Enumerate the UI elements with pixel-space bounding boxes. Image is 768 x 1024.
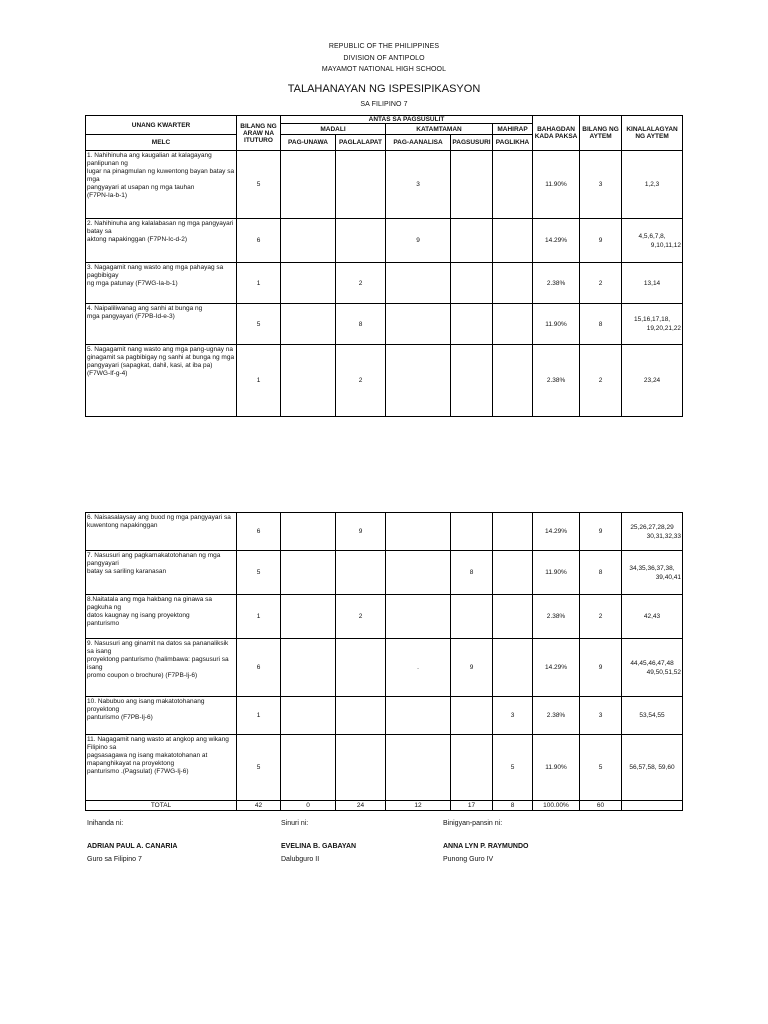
item-count-cell: 3 xyxy=(580,151,622,219)
pagsusuri-cell xyxy=(451,345,493,417)
percentage-cell: 2.38% xyxy=(533,263,580,304)
document-subtitle: SA FILIPINO 7 xyxy=(360,101,408,108)
checked-by-label: Sinuri ni: xyxy=(281,820,309,827)
pagsusuri-cell xyxy=(451,304,493,345)
pagsusuri-cell xyxy=(451,219,493,263)
item-count-header: BILANG NG AYTEM xyxy=(580,116,622,151)
melc-cell: 11. Nagagamit nang wasto at angkop ang wikang Filipino sa pagsasagawa ng isang makatotohanan at mapanghikayat na proyektong panturismo .(Pagsulat) (F7WG-Ij-6) xyxy=(86,735,237,801)
paglalapat-header: PAGLALAPAT xyxy=(336,135,386,151)
pagsusuri-header: PAGSUSURI xyxy=(451,135,493,151)
prepared-by-label: Inihanda ni: xyxy=(87,820,124,827)
pag-unawa-cell xyxy=(281,639,336,697)
paglalapat-cell xyxy=(336,639,386,697)
item-count-cell: 8 xyxy=(580,551,622,595)
pag-aanalisa-cell xyxy=(386,513,451,551)
item-placement-cell xyxy=(622,304,683,345)
item-placement-cell xyxy=(622,345,683,417)
item-count-cell: 9 xyxy=(580,219,622,263)
percentage-cell: 11.90% xyxy=(533,735,580,801)
pagsusuri-cell xyxy=(451,595,493,639)
table-row xyxy=(86,697,683,735)
item-placement-line: 42,43 xyxy=(643,613,661,620)
levels-header: ANTAS SA PAGSUSULIT xyxy=(281,116,533,124)
days-cell: 6 xyxy=(237,639,281,697)
days-cell: 5 xyxy=(237,304,281,345)
pag-unawa-cell xyxy=(281,513,336,551)
pag-unawa-header: PAG-UNAWA xyxy=(281,135,336,151)
percentage-cell: 14.29% xyxy=(533,513,580,551)
school-line: MAYAMOT NATIONAL HIGH SCHOOL xyxy=(321,66,447,73)
paglalapat-cell xyxy=(336,219,386,263)
days-cell: 1 xyxy=(237,263,281,304)
paglalapat-cell xyxy=(336,697,386,735)
pag-unawa-cell xyxy=(281,697,336,735)
item-placement-line: 25,26,27,28,29 xyxy=(630,523,674,531)
paglikha-cell xyxy=(493,151,533,219)
item-placement-line: 15,16,17,18, xyxy=(633,316,671,323)
item-placement-header: KINALALAGYAN NG AYTEM xyxy=(622,116,683,151)
total-pag-unawa: 0 xyxy=(281,801,336,811)
item-count-cell: 9 xyxy=(580,639,622,697)
item-placement-cell xyxy=(622,151,683,219)
item-count-cell: 5 xyxy=(580,735,622,801)
item-placement-cell xyxy=(622,513,683,551)
days-cell: 1 xyxy=(237,595,281,639)
melc-cell: 8.Naitatala ang mga hakbang na ginawa sa pagkuha ng datos kaugnay ng isang proyektong panturismo xyxy=(86,595,237,639)
pag-aanalisa-cell xyxy=(386,304,451,345)
specification-table-part2 xyxy=(85,512,683,811)
paglikha-cell: 3 xyxy=(493,697,533,735)
pag-unawa-cell xyxy=(281,263,336,304)
document-title: TALAHANAYAN NG ISPESIPIKASYON xyxy=(287,83,481,95)
paglikha-cell xyxy=(493,219,533,263)
pag-unawa-cell xyxy=(281,551,336,595)
item-placement-cell xyxy=(622,263,683,304)
item-count-cell: 2 xyxy=(580,263,622,304)
days-cell: 6 xyxy=(237,219,281,263)
paglalapat-cell: 2 xyxy=(336,263,386,304)
item-count-cell: 8 xyxy=(580,304,622,345)
melc-cell: 9. Nasusuri ang ginamit na datos sa pananaliksik sa isang proyektong panturismo (halimbawa: pagsusuri sa isang promo coupon o brochure) (F7PB-Ij-6) xyxy=(86,639,237,697)
item-placement-line: 30,31,32,33 xyxy=(646,532,681,540)
table-row xyxy=(86,304,683,345)
pag-aanalisa-cell xyxy=(386,595,451,639)
paglikha-cell xyxy=(493,513,533,551)
item-placement-line: 1,2,3 xyxy=(644,181,660,188)
item-placement-line: 4,5,6,7,8, xyxy=(638,232,666,240)
paglalapat-cell: 2 xyxy=(336,595,386,639)
item-count-cell: 9 xyxy=(580,513,622,551)
mahirap-header: MAHIRAP xyxy=(493,124,533,135)
percentage-cell: 11.90% xyxy=(533,151,580,219)
noted-by-label: Binigyan-pansin ni: xyxy=(443,820,503,827)
item-placement-line: 49,50,51,52 xyxy=(646,668,681,676)
item-count-cell: 2 xyxy=(580,595,622,639)
pagsusuri-cell: 9 xyxy=(451,639,493,697)
percentage-cell: 14.29% xyxy=(533,639,580,697)
percentage-cell: 2.38% xyxy=(533,595,580,639)
melc-cell: 5. Nagagamit nang wasto ang mga pang-ugnay na ginagamit sa pagbibigay ng sanhi at bunga ng mga pangyayari (sapagkat, dahil, kasi, at iba pa) (F7WG-If-g-4) xyxy=(86,345,237,417)
pag-aanalisa-header: PAG-AANALISA xyxy=(386,135,451,151)
pagsusuri-cell xyxy=(451,697,493,735)
paglalapat-cell: 2 xyxy=(336,345,386,417)
item-placement-line: 56,57,58, 59,60 xyxy=(629,764,675,771)
melc-cell: 2. Nahihinuha ang kalalabasan ng mga pangyayari batay sa aktong napakinggan (F7PN-Ic-d-2) xyxy=(86,219,237,263)
days-header: BILANG NG ARAW NA ITUTURO xyxy=(237,116,281,151)
melc-cell: 7. Nasusuri ang pagkamakatotohanan ng mga pangyayari batay sa sariling karanasan xyxy=(86,551,237,595)
pag-aanalisa-cell xyxy=(386,697,451,735)
percentage-cell: 2.38% xyxy=(533,345,580,417)
percentage-header: BAHAGDAN KADA PAKSA xyxy=(533,116,580,151)
total-paglikha: 8 xyxy=(493,801,533,811)
pag-aanalisa-cell: 9 xyxy=(386,219,451,263)
item-placement-line: 53,54,55 xyxy=(639,712,665,719)
days-cell: 1 xyxy=(237,345,281,417)
pag-unawa-cell xyxy=(281,219,336,263)
table-row xyxy=(86,263,683,304)
quarter-header: UNANG KWARTER xyxy=(86,116,237,135)
noted-by-role: Punong Guro IV xyxy=(443,856,494,863)
republic-line: REPUBLIC OF THE PHILIPPINES xyxy=(328,43,440,50)
total-row xyxy=(86,801,683,811)
item-placement-line: 13,14 xyxy=(643,279,661,287)
pag-aanalisa-cell xyxy=(386,263,451,304)
item-count-cell: 3 xyxy=(580,697,622,735)
pagsusuri-cell xyxy=(451,735,493,801)
item-count-cell: 2 xyxy=(580,345,622,417)
pag-unawa-cell xyxy=(281,151,336,219)
melc-cell: 6. Naisasalaysay ang buod ng mga pangyayari sa kuwentong napakinggan xyxy=(86,513,237,551)
pag-aanalisa-cell xyxy=(386,551,451,595)
item-placement-line: 39,40,41 xyxy=(655,573,681,581)
item-placement-line: 44,45,46,47,48 xyxy=(630,659,674,667)
melc-cell: 1. Nahihinuha ang kaugalian at kalagayang panlipunan ng lugar na pinagmulan ng kuwentong bayan batay sa mga pangyayari at usapan ng mga tauhan (F7PN-Ia-b-1) xyxy=(86,151,237,219)
noted-by-name: ANNA LYN P. RAYMUNDO xyxy=(443,843,529,850)
melc-cell: 10. Nabubuo ang isang makatotohanang proyektong panturismo (F7PB-Ij-6) xyxy=(86,697,237,735)
paglikha-cell xyxy=(493,551,533,595)
division-line: DIVISION OF ANTIPOLO xyxy=(343,55,425,62)
item-placement-line: 19,20,21,22 xyxy=(646,325,682,332)
paglikha-cell xyxy=(493,639,533,697)
melc-header: MELC xyxy=(86,135,237,151)
melc-cell: 3. Nagagamit nang wasto ang mga pahayag sa pagbibigay ng mga patunay (F7WG-Ia-b-1) xyxy=(86,263,237,304)
paglikha-cell xyxy=(493,304,533,345)
table-row xyxy=(86,735,683,801)
table-row xyxy=(86,513,683,551)
item-placement-cell xyxy=(622,551,683,595)
prepared-by-role: Guro sa Filipino 7 xyxy=(87,856,142,863)
item-placement-cell xyxy=(622,639,683,697)
pagsusuri-cell xyxy=(451,151,493,219)
total-items: 60 xyxy=(580,801,622,811)
paglikha-cell xyxy=(493,345,533,417)
percentage-cell: 11.90% xyxy=(533,304,580,345)
specification-table-part1 xyxy=(85,115,683,417)
item-placement-cell xyxy=(622,219,683,263)
paglalapat-cell: 8 xyxy=(336,304,386,345)
paglalapat-cell xyxy=(336,151,386,219)
days-cell: 1 xyxy=(237,697,281,735)
pag-aanalisa-cell: 3 xyxy=(386,151,451,219)
table-row xyxy=(86,345,683,417)
total-percentage: 100.00% xyxy=(533,801,580,811)
pagsusuri-cell: 8 xyxy=(451,551,493,595)
paglalapat-cell: 9 xyxy=(336,513,386,551)
table-row xyxy=(86,151,683,219)
percentage-cell: 14.29% xyxy=(533,219,580,263)
melc-cell: 4. Naipaliliwanag ang sanhi at bunga ng mga pangyayari (F7PB-Id-e-3) xyxy=(86,304,237,345)
katamtaman-header: KATAMTAMAN xyxy=(386,124,493,135)
item-placement-line: 34,35,36,37,38, xyxy=(629,564,675,572)
item-placement-cell xyxy=(622,595,683,639)
table-row xyxy=(86,219,683,263)
pag-unawa-cell xyxy=(281,345,336,417)
pag-aanalisa-cell xyxy=(386,345,451,417)
days-cell: 5 xyxy=(237,551,281,595)
prepared-by-name: ADRIAN PAUL A. CANARIA xyxy=(87,843,178,850)
total-days: 42 xyxy=(237,801,281,811)
item-placement-cell xyxy=(622,697,683,735)
paglalapat-cell xyxy=(336,735,386,801)
madali-header: MADALI xyxy=(281,124,386,135)
total-label: TOTAL xyxy=(86,801,237,811)
item-placement-cell xyxy=(622,735,683,801)
days-cell: 6 xyxy=(237,513,281,551)
pag-unawa-cell xyxy=(281,735,336,801)
paglikha-cell xyxy=(493,263,533,304)
table-row xyxy=(86,595,683,639)
table-row xyxy=(86,639,683,697)
pag-unawa-cell xyxy=(281,304,336,345)
total-placement xyxy=(622,801,683,811)
pag-unawa-cell xyxy=(281,595,336,639)
paglikha-header: PAGLIKHA xyxy=(493,135,533,151)
table-row xyxy=(86,551,683,595)
checked-by-name: EVELINA B. GABAYAN xyxy=(281,843,357,850)
pag-aanalisa-cell xyxy=(386,735,451,801)
percentage-cell: 2.38% xyxy=(533,697,580,735)
days-cell: 5 xyxy=(237,735,281,801)
percentage-cell: 11.90% xyxy=(533,551,580,595)
item-placement-line: 23,24 xyxy=(643,377,661,384)
pagsusuri-cell xyxy=(451,513,493,551)
pag-aanalisa-cell: . xyxy=(386,639,451,697)
days-cell: 5 xyxy=(237,151,281,219)
paglikha-cell xyxy=(493,595,533,639)
paglikha-cell: 5 xyxy=(493,735,533,801)
total-pagsusuri: 17 xyxy=(451,801,493,811)
total-pag-aanalisa: 12 xyxy=(386,801,451,811)
item-placement-line: 9,10,11,12 xyxy=(650,241,682,249)
paglalapat-cell xyxy=(336,551,386,595)
pagsusuri-cell xyxy=(451,263,493,304)
checked-by-role: Dalubguro II xyxy=(281,856,320,863)
total-paglalapat: 24 xyxy=(336,801,386,811)
